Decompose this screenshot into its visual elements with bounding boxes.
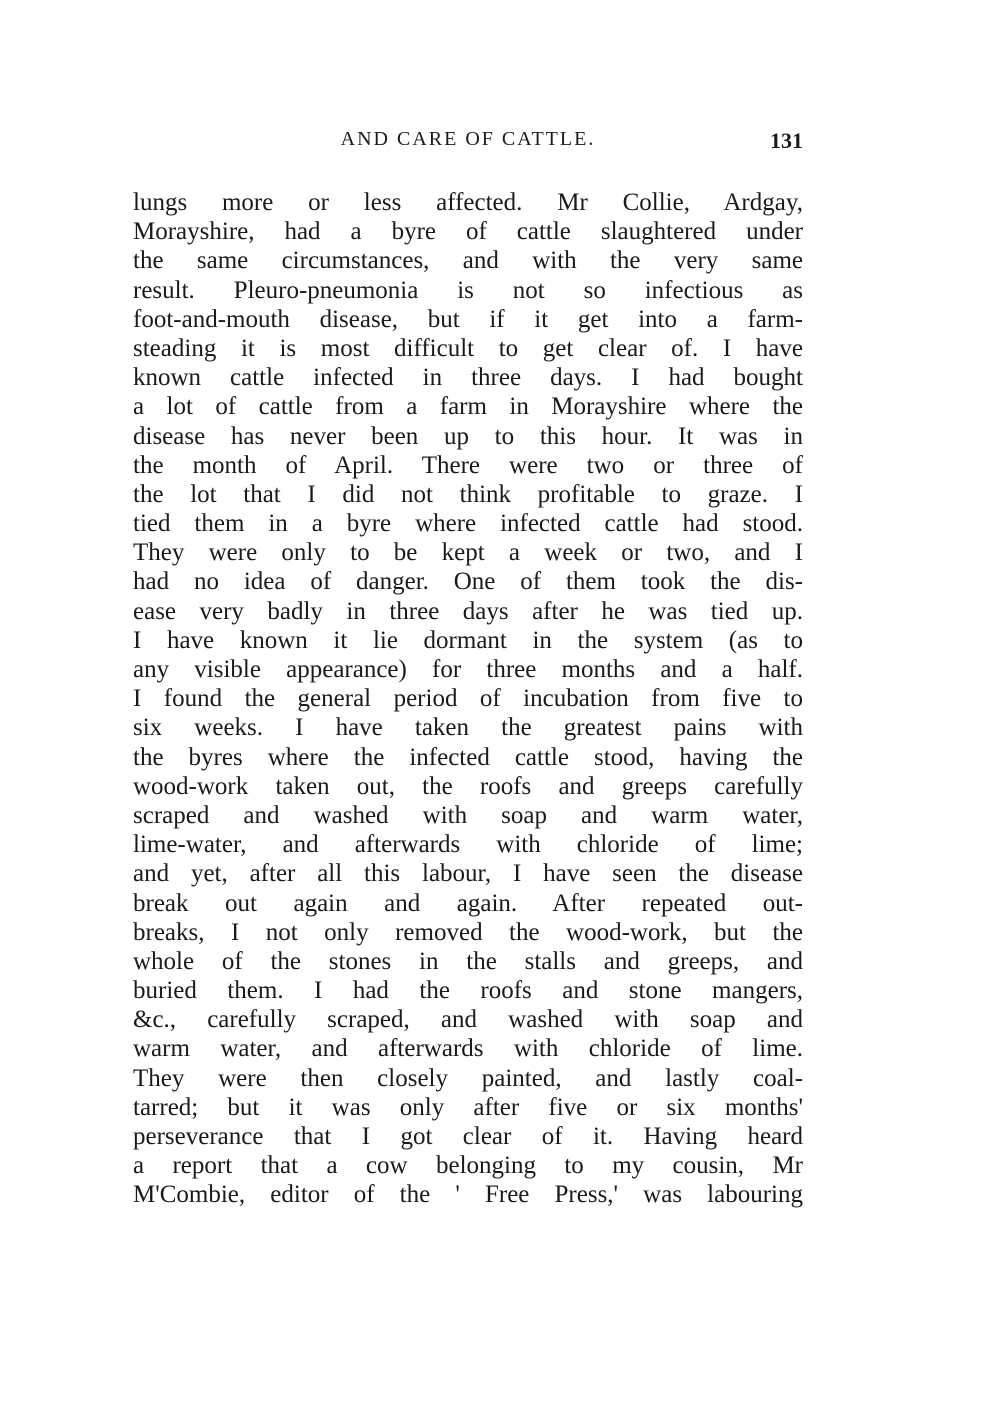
text-line: lungs more or less affected. Mr Collie, Ardgay, <box>133 189 803 216</box>
text-line: disease has never been up to this hour. It was in <box>133 422 803 450</box>
text-line: the same circumstances, and with the very same <box>133 247 803 275</box>
text-line: They were then closely painted, and lastly coal- <box>133 1064 803 1092</box>
text-line: known cattle infected in three days. I had bought <box>133 364 803 392</box>
text-line: warm water, and afterwards with chloride of lime. <box>133 1035 803 1063</box>
text-line: break out again and again. After repeated out- <box>133 889 803 917</box>
text-line: steading it is most difficult to get clear of. I have <box>133 334 803 362</box>
text-line: M'Combie, editor of the ' Free Press,' was labouring <box>133 1181 803 1209</box>
text-line: buried them. I had the roofs and stone mangers, <box>133 977 803 1005</box>
text-line: whole of the stones in the stalls and greeps, and <box>133 947 803 975</box>
text-line: a lot of cattle from a farm in Morayshire where the <box>133 393 803 421</box>
text-line: tarred; but it was only after five or six months' <box>133 1093 803 1121</box>
text-line: a report that a cow belonging to my cousin, Mr <box>133 1152 803 1180</box>
text-line: the lot that I did not think profitable to graze. I <box>133 480 803 508</box>
text-line: had no idea of danger. One of them took the dis- <box>133 568 803 596</box>
text-line: foot-and-mouth disease, but if it get into a farm- <box>133 305 803 333</box>
text-line: tied them in a byre where infected cattle had stood. <box>133 510 803 538</box>
text-line: &c., carefully scraped, and washed with soap and <box>133 1006 803 1034</box>
text-line: ease very badly in three days after he was tied up. <box>133 597 803 625</box>
text-line: any visible appearance) for three months and a half. <box>133 656 803 683</box>
text-line: perseverance that I got clear of it. Having heard <box>133 1123 803 1150</box>
text-line: result. Pleuro-pneumonia is not so infectious as <box>133 276 803 304</box>
text-line: I found the general period of incubation from five to <box>133 685 803 713</box>
running-title: AND CARE OF CATTLE. <box>340 128 596 150</box>
text-line: and yet, after all this labour, I have seen the disease <box>133 860 803 888</box>
text-line: I have known it lie dormant in the system (as to <box>133 626 803 654</box>
text-line: lime-water, and afterwards with chloride of lime; <box>133 831 803 859</box>
body-text <box>133 188 803 1210</box>
text-line: the month of April. There were two or three of <box>133 451 803 479</box>
text-line: wood-work taken out, the roofs and greeps carefully <box>133 772 803 800</box>
text-line: Morayshire, had a byre of cattle slaughtered under <box>133 218 803 246</box>
page-number: 131 <box>770 128 803 153</box>
text-line: scraped and washed with soap and warm water, <box>133 801 803 829</box>
text-line: They were only to be kept a week or two, and I <box>133 539 803 567</box>
text-line: six weeks. I have taken the greatest pains with <box>133 714 803 742</box>
running-head <box>133 128 803 162</box>
text-line: breaks, I not only removed the wood-work, but the <box>133 918 803 946</box>
text-line: the byres where the infected cattle stood, having the <box>133 743 803 771</box>
